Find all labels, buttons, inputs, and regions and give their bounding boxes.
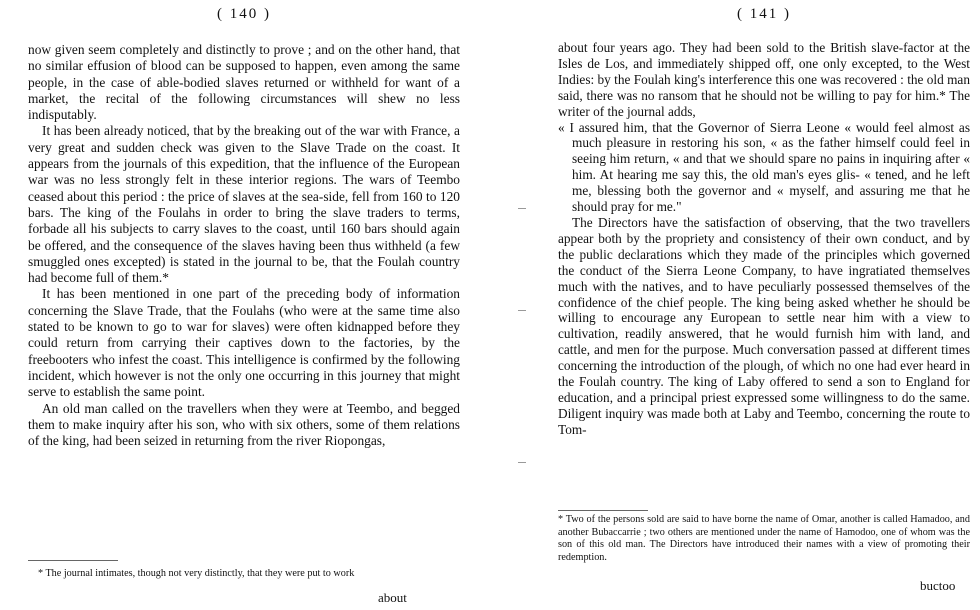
left-paragraph-2: It has been already noticed, that by the breaking out of the war with France, a very great and sudden check was given to the Slave Trade on the coast. It appears from the journals of this expedition, that the influence of the European war was no less strongly felt in these interior regions. The wars of Teembo ceased about this period : the price of slaves at the sea-side, fell from 160 to 120 bars. The king of the Foulahs in order to bring the slave traders to terms, forbade all his subjects to carry slaves to the coast, until 160 bars should again be offered, and the consequence of the slaves having been thus withheld (a few smuggled ones excepted) is stated in the journal to be, that the Foulah country had become full of them.* (28, 123, 460, 286)
left-footnote-rule (28, 560, 118, 561)
right-quotation: « I assured him, that the Governor of Sierra Leone « would feel almost as much pleasure in restoring his son, « as the father himself could feel in seeing him return, « and that we should spare no pains in inquiring after « him. At hearing me say this, the old man's eyes glis- « tened, and he left me, blessing both the governor and « myself, and assuring me that he should pray for me." (558, 119, 970, 215)
right-paragraph-1: about four years ago. They had been sold to the British slave-factor at the Isles de Los, and immediately shipped off, one only excepted, to the West Indies: by the Foulah king's interference this one was recovered : the old man said, there was no ransom that he should not be willing to pay for him.* The writer of the journal adds, (558, 40, 970, 119)
left-paragraph-4: An old man called on the travellers when they were at Teembo, and begged them to make inquiry after his son, who with six others, some of them relations of the king, had been seized in returning from the river Riopongas, (28, 400, 460, 449)
left-page (28, 0, 460, 610)
gutter-mark (518, 462, 526, 463)
left-body-text (28, 42, 460, 449)
right-page (558, 0, 970, 610)
right-footnote: * Two of the persons sold are said to have borne the name of Omar, another is called Hamadoo, and another Bubaccarrie ; two others are mentioned under the name of Hamodoo, one of whom was the son of this old man. The Directors have introduced their names with a view of promoting their redemption. (558, 514, 970, 563)
right-footnote-rule (558, 510, 648, 511)
left-page-number: ( 140 ) (217, 6, 271, 22)
right-catchword: buctoo (920, 578, 956, 593)
right-paragraph-3: The Directors have the satisfaction of observing, that the two travellers appear both by the propriety and consistency of their own conduct, and by the public declarations which they made of the principles which governed the conduct of the Sierra Leone Company, to have ingratiated themselves much with the natives, and to have peculiarly possessed themselves of the confidence of the chief people. The king being asked whether he should be willing to encourage any European to settle near him with a view to cultivation, readily answered, that he would furnish him with land, and cattle, and men for the purpose. Much conversation passed at different times concerning the introduction of the plough, of which no one had ever heard in the Foulah country. The king of Laby offered to send a son to England for education, and a principal priest expressed some willingness to do the same. Diligent inquiry was made both at Laby and Teembo, concerning the route to Tom- (558, 214, 970, 437)
left-catchword: about (378, 590, 407, 605)
left-footnote: * The journal intimates, though not very distinctly, that they were put to work (38, 568, 355, 579)
gutter-mark (518, 208, 526, 209)
left-paragraph-3: It has been mentioned in one part of the preceding body of information concerning the Slave Trade, that the Foulahs (who were at the same time also stated to be known to go to war for slaves) were often kidnapped before they could return from carrying their captives down to the factories, by the freebooters who infest the coast. This intelligence is confirmed by the following incident, which however is not the only one occurring in this journey that might serve to establish the same point. (28, 286, 460, 400)
gutter-mark (518, 310, 526, 311)
left-paragraph-1: now given seem completely and distinctly to prove ; and on the other hand, that no similar effusion of blood can be supposed to happen, even among the same people, in the case of able-bodied slaves returned or withheld for want of a market, the recital of the following circumstances will shew no less indisputably. (28, 42, 460, 123)
right-page-number: ( 141 ) (737, 6, 791, 22)
right-body-text (558, 40, 970, 438)
